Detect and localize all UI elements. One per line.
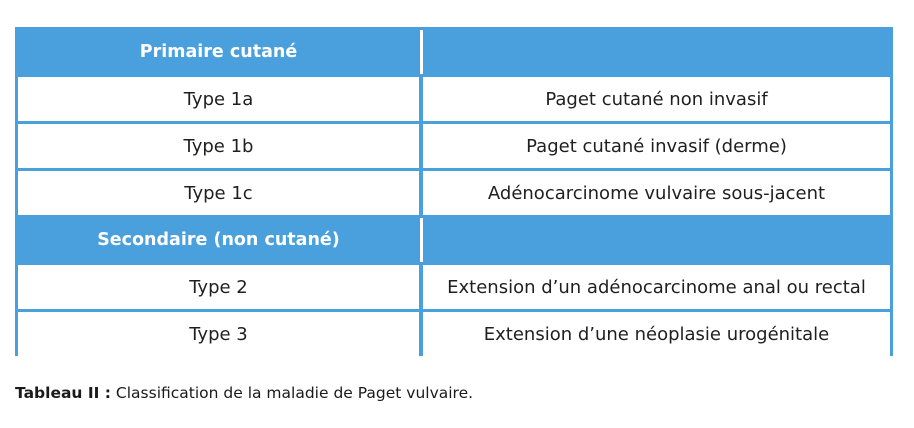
description-cell: Paget cutané invasif (derme)	[423, 124, 890, 168]
section-header-empty-cell	[423, 218, 890, 262]
page-top-text-fragment	[0, 0, 914, 6]
description-cell: Paget cutané non invasif	[423, 77, 890, 121]
description-cell: Extension d’une néoplasie urogénitale	[423, 312, 890, 356]
classification-table	[15, 27, 893, 356]
description-cell: Extension d’un adénocarcinome anal ou rectal	[423, 265, 890, 309]
header-column-separator	[420, 218, 423, 262]
table-row	[18, 312, 890, 356]
table-section-header-primary	[18, 30, 890, 74]
table-caption	[15, 384, 473, 402]
type-cell: Type 1c	[18, 171, 419, 215]
type-cell: Type 1a	[18, 77, 419, 121]
table-row	[18, 77, 890, 121]
table-row	[18, 171, 890, 215]
header-column-separator	[420, 30, 423, 74]
caption-text: Classification de la maladie de Paget vulvaire.	[110, 384, 474, 402]
table-row	[18, 124, 890, 168]
caption-label: Tableau II :	[15, 384, 111, 402]
section-header-label: Primaire cutané	[18, 30, 419, 74]
table-row	[18, 265, 890, 309]
section-header-label: Secondaire (non cutané)	[18, 218, 419, 262]
type-cell: Type 3	[18, 312, 419, 356]
description-cell: Adénocarcinome vulvaire sous-jacent	[423, 171, 890, 215]
section-header-empty-cell	[423, 30, 890, 74]
table-section-header-secondary	[18, 218, 890, 262]
type-cell: Type 1b	[18, 124, 419, 168]
type-cell: Type 2	[18, 265, 419, 309]
